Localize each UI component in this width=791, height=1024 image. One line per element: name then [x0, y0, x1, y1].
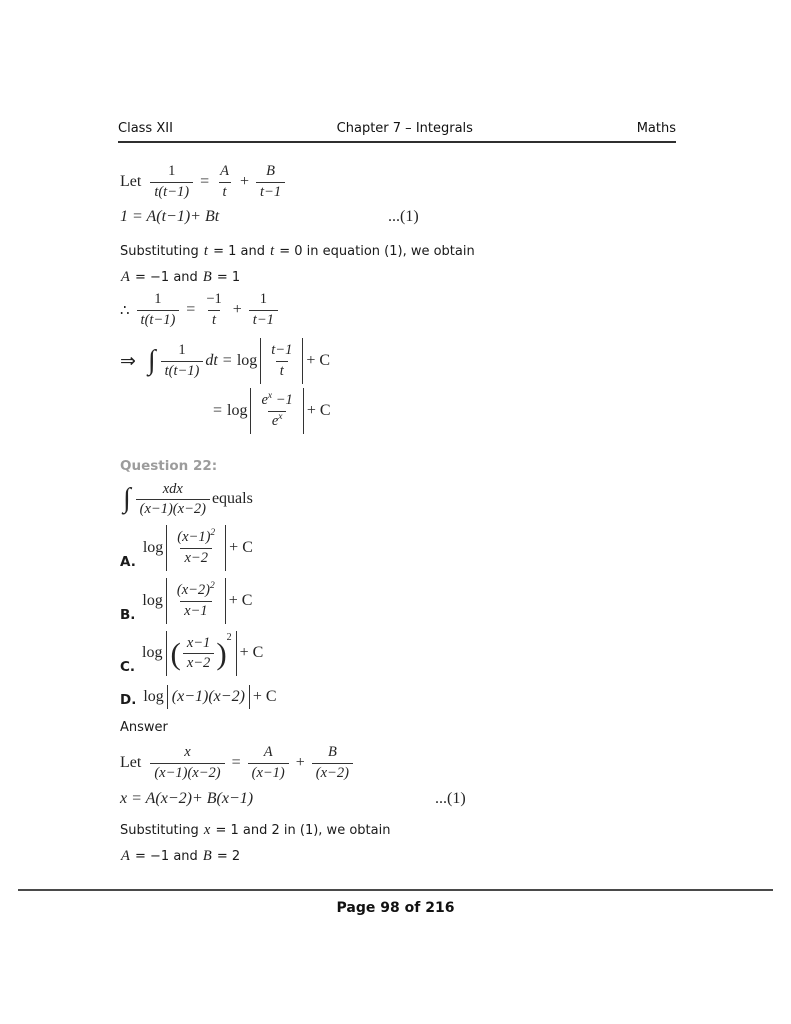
plus-c-term: + C — [306, 352, 331, 369]
question-label: Question 22: — [120, 457, 218, 474]
absolute-value — [166, 525, 226, 571]
absolute-value — [166, 631, 237, 677]
equation-1-t — [120, 206, 736, 228]
variable-t: t — [270, 242, 275, 259]
implies-symbol: ⇒ — [120, 350, 136, 372]
log-function: log — [143, 688, 164, 706]
fraction: $\frac{1}{t(t-1)}$ — [161, 341, 204, 381]
fraction: $\frac{A}{(x-1)}$ — [248, 743, 289, 783]
equals-sign: = — [231, 754, 241, 772]
text-part: = 1 — [212, 269, 241, 285]
plus-c-term: + C — [252, 688, 277, 706]
header-subject: Maths — [636, 121, 676, 136]
absolute-value — [166, 578, 226, 624]
plus-sign: + — [295, 754, 305, 772]
absolute-value — [260, 338, 303, 384]
fraction: $\frac{x-1}{x-2}$ — [183, 634, 214, 674]
exponent-2: 2 — [226, 631, 232, 643]
close-paren: ) — [216, 635, 227, 671]
header-class: Class XII — [118, 121, 173, 136]
equals-sign: = — [213, 401, 223, 419]
absolute-value — [167, 685, 250, 709]
option-c-label: C. — [120, 659, 136, 676]
equation-therefore — [120, 290, 736, 330]
log-function: log — [142, 644, 163, 662]
header-chapter-title: Chapter 7 – Integrals — [336, 121, 473, 136]
footer-rule — [18, 889, 773, 891]
variable-B: B — [202, 268, 212, 285]
equation-integral-t — [120, 338, 736, 384]
denominator: x−1 — [180, 601, 211, 621]
equation-body: 1 = A(t−1)+ Bt — [120, 207, 220, 225]
plus-c-term: + C — [229, 539, 253, 557]
equation-partial-fraction-t — [120, 162, 736, 202]
variable-B: B — [202, 847, 212, 864]
option-b — [120, 578, 736, 624]
option-c-formula — [142, 631, 263, 677]
variable-x: x — [203, 821, 211, 838]
exponent-2: 2 — [210, 528, 216, 539]
minus-one: −1 — [272, 391, 293, 408]
option-c — [120, 631, 736, 677]
text-part: = −1 and — [130, 848, 202, 864]
absolute-value — [250, 388, 303, 434]
equation-log-ex — [208, 388, 736, 434]
fraction: $\frac{-1}{t}$ — [206, 291, 222, 329]
numerator: (x−1) — [177, 529, 211, 546]
plus-c-term: + C — [239, 644, 264, 662]
equation-partial-fraction-x — [120, 743, 736, 783]
plus-c-term: + C — [306, 401, 331, 419]
text-part: = 1 and — [208, 243, 270, 259]
fraction: $\frac{B}{(x-2)}$ — [312, 743, 353, 783]
text-ab-values-1 — [120, 268, 736, 287]
option-a-formula — [143, 525, 253, 571]
fraction — [257, 391, 296, 431]
fraction: $\frac{t-1}{t}$ — [271, 342, 293, 379]
log-function: log — [142, 591, 163, 609]
text-part: Substituting — [120, 243, 203, 259]
fraction: $\frac{1}{t-1}$ — [249, 290, 278, 330]
text-part: = 1 and 2 in (1), we obtain — [211, 822, 391, 838]
therefore-symbol: ∴ — [120, 302, 130, 319]
equals-sign: = — [186, 301, 196, 319]
product-body: (x−1)(x−2) — [171, 688, 245, 706]
fraction: $\frac{\text{xdx}}{(x-1)(x-2)}$ — [136, 480, 210, 520]
equals-sign: = — [222, 352, 232, 369]
equation-1-x — [120, 787, 736, 811]
exponent-x: x — [278, 411, 283, 422]
text-part: = 0 in equation (1), we obtain — [275, 243, 475, 259]
fraction — [173, 528, 219, 568]
equals-word: equals — [211, 490, 253, 508]
equation-question-integral — [120, 480, 736, 520]
exponent-x: x — [267, 391, 273, 402]
option-a-label: A. — [120, 553, 136, 570]
numerator: (x−2) — [176, 581, 211, 598]
fraction: $\frac{A}{t}$ — [220, 163, 229, 200]
integral-sign: ∫ — [123, 483, 131, 515]
variable-A: A — [121, 268, 130, 285]
text-part: = 2 — [212, 848, 241, 864]
page-header — [118, 121, 676, 143]
let-word: Let — [120, 172, 142, 190]
option-d-formula — [143, 685, 276, 709]
fraction: $\frac{B}{t-1}$ — [256, 162, 285, 202]
fraction: $\frac{x}{(x-1)(x-2)}$ — [150, 743, 224, 783]
exponent-2: 2 — [210, 581, 215, 592]
open-paren: ( — [170, 635, 181, 671]
log-function: log — [227, 401, 248, 419]
let-word: Let — [120, 754, 142, 772]
equation-tag: ...(1) — [388, 207, 419, 225]
equation-body: x = A(x−2)+ B(x−1) — [120, 789, 254, 807]
answer-label: Answer — [120, 720, 168, 736]
option-b-formula — [142, 578, 252, 624]
text-substituting-t — [120, 242, 736, 261]
plus-c-term: + C — [228, 591, 253, 609]
text-part: Substituting — [120, 822, 203, 838]
option-a — [120, 525, 736, 571]
integral-sign: ∫ — [147, 345, 156, 376]
plus-sign: + — [232, 301, 242, 319]
page-content — [120, 150, 736, 866]
option-d — [120, 685, 736, 709]
log-function: log — [236, 352, 258, 369]
differential-dt: dt — [205, 352, 218, 369]
fraction — [173, 581, 219, 621]
e-base: e — [271, 412, 279, 429]
page-footer — [0, 889, 791, 916]
equals-sign: = — [200, 172, 210, 190]
variable-A: A — [121, 847, 130, 864]
plus-sign: + — [239, 172, 249, 190]
option-b-label: B. — [120, 606, 136, 623]
text-ab-values-2 — [120, 847, 736, 866]
fraction: $\frac{1}{t(t-1)}$ — [150, 162, 193, 202]
option-d-label: D. — [120, 692, 137, 709]
text-substituting-x — [120, 821, 736, 840]
fraction: $\frac{1}{t(t-1)}$ — [137, 290, 180, 330]
text-part: = −1 and — [130, 269, 202, 285]
log-function: log — [142, 539, 164, 557]
denominator: x−2 — [180, 548, 211, 568]
variable-t: t — [203, 242, 208, 259]
e-base: e — [261, 391, 268, 408]
page-number: Page 98 of 216 — [336, 900, 455, 916]
equation-tag: ...(1) — [435, 789, 466, 807]
